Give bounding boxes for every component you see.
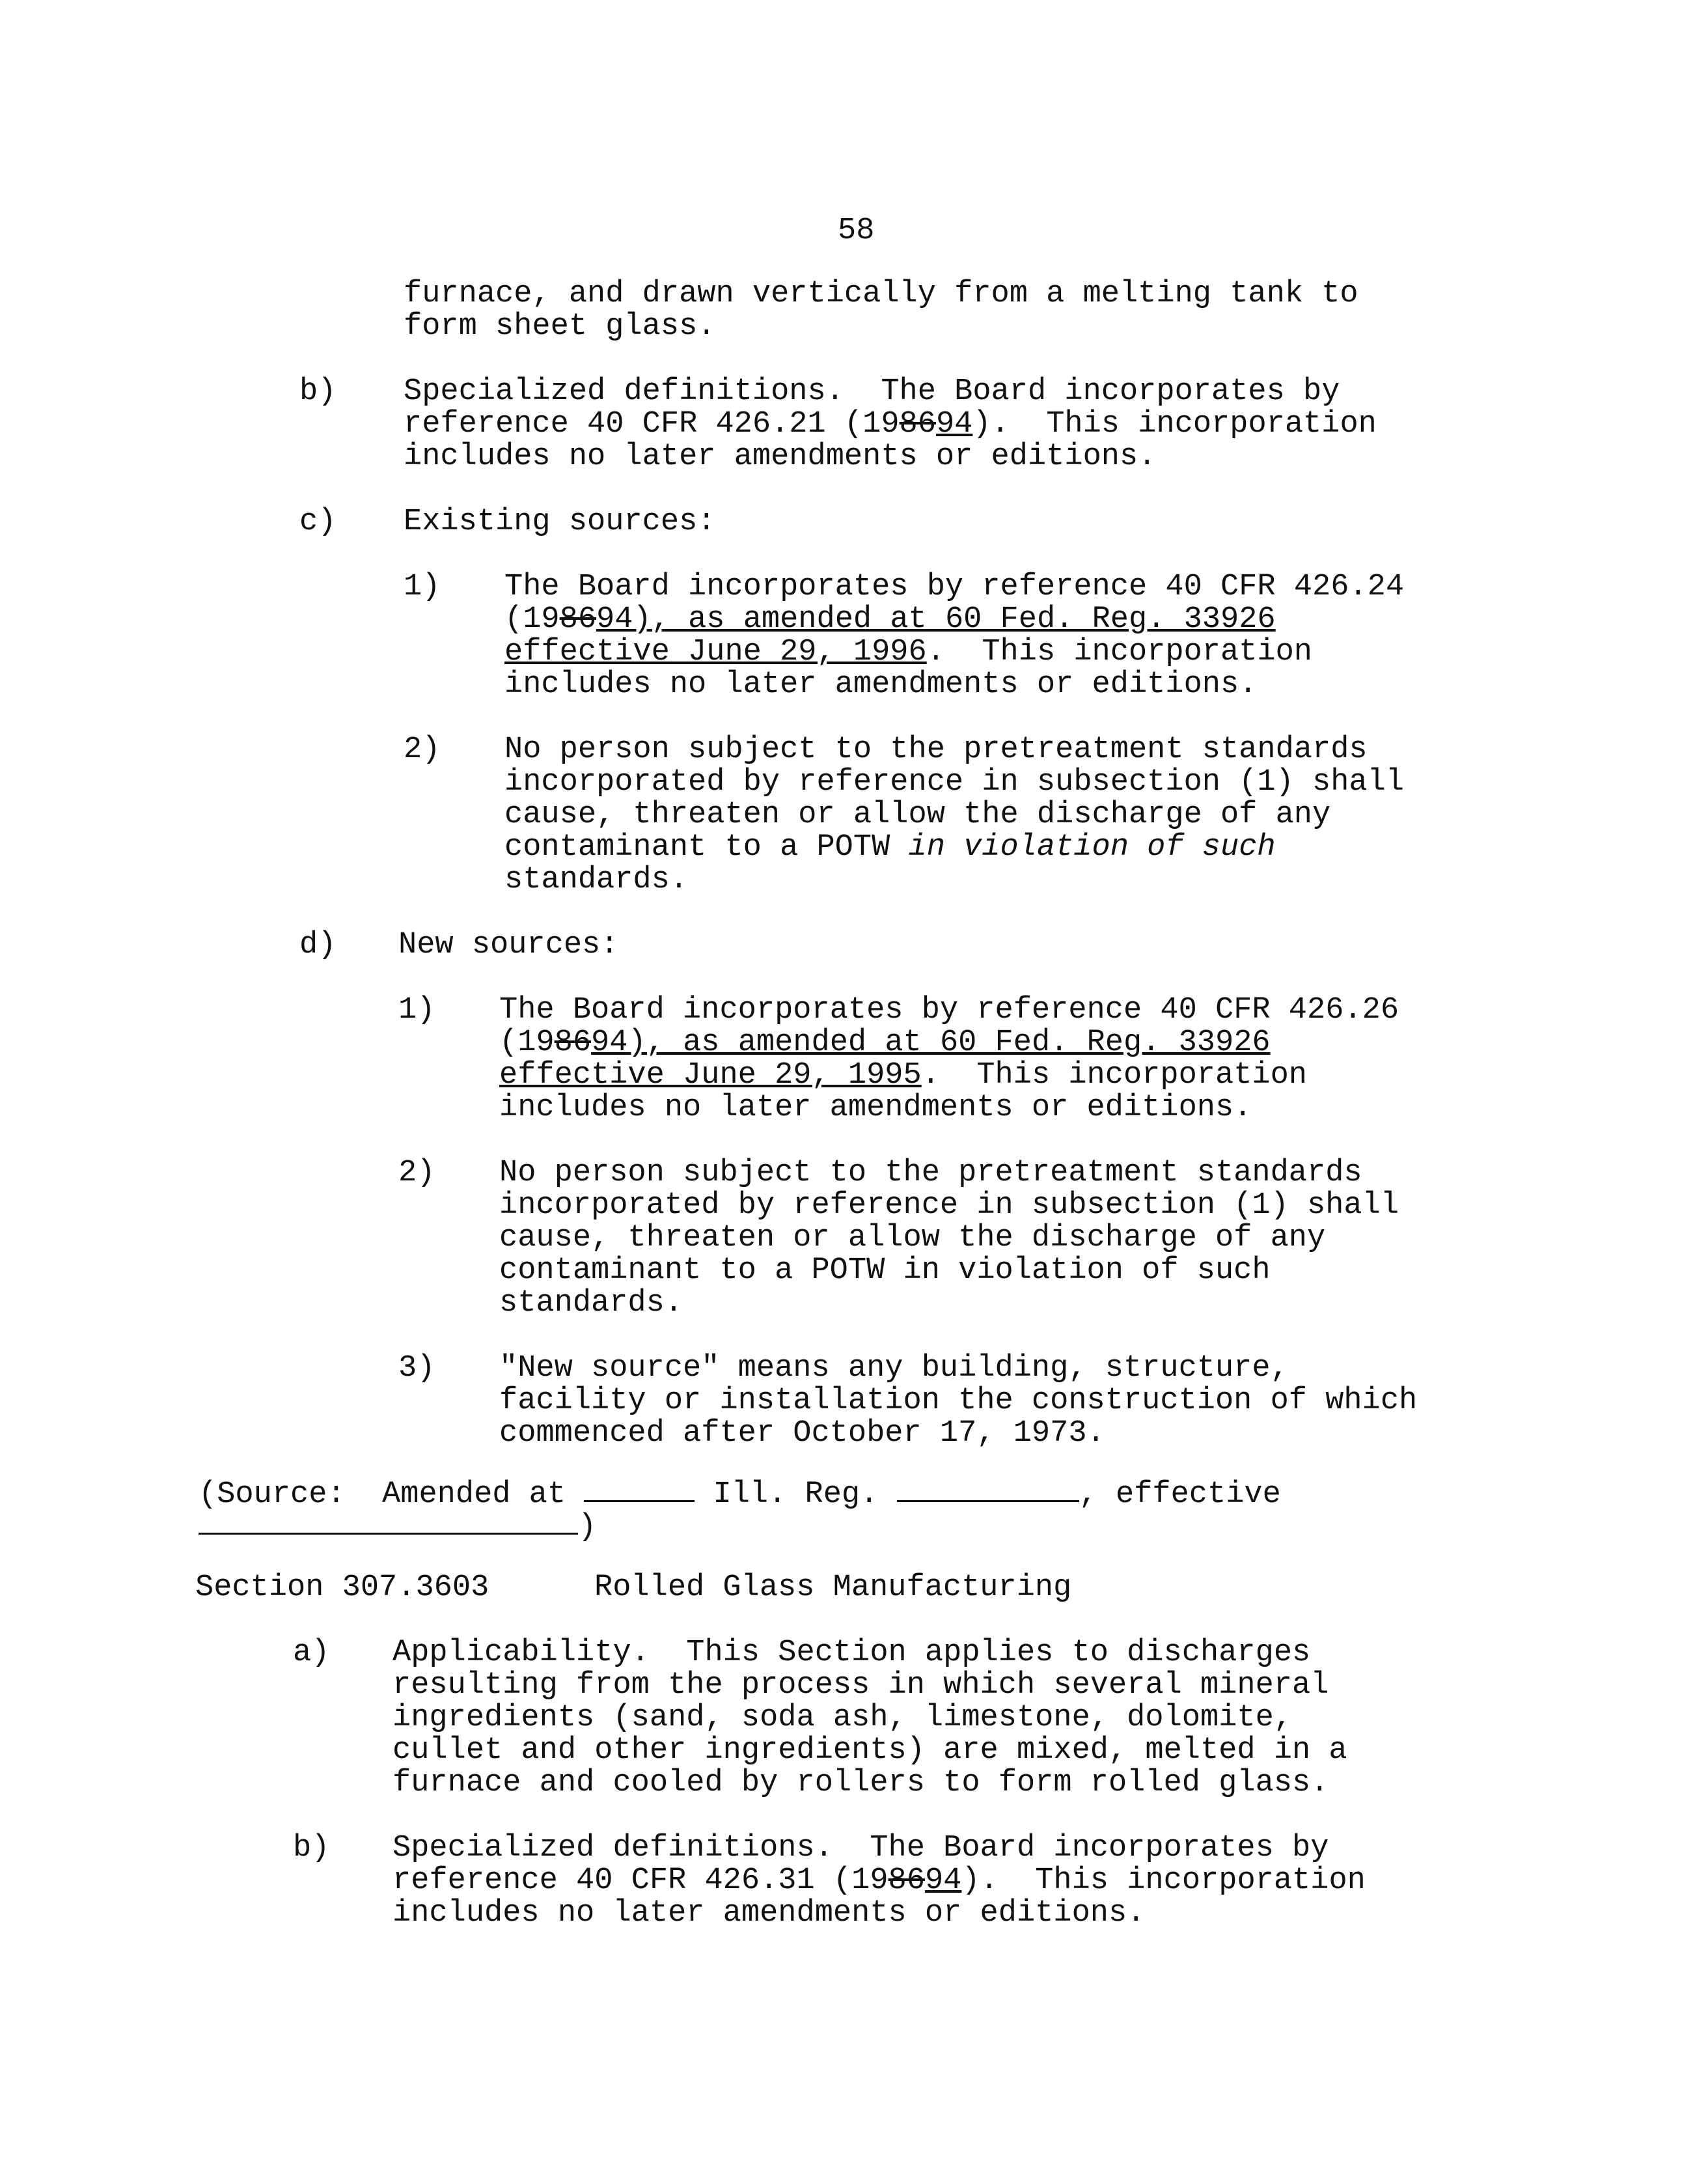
text-run: reference 40 CFR 426.31 (19: [393, 1863, 888, 1898]
paragraph-line: [393, 1865, 1366, 1897]
text-run: (19: [504, 602, 560, 637]
paragraph-line: [404, 408, 1377, 441]
item-label: b): [299, 374, 337, 409]
paragraph-line: [504, 604, 1276, 636]
inserted-text: 94: [935, 407, 973, 441]
paragraph-line: ingredients (sand, soda ash, limestone, dolomite,: [393, 1701, 1293, 1735]
text-run: (19: [499, 1025, 555, 1060]
paragraph-line: Specialized definitions. The Board incorporates by: [404, 374, 1340, 409]
item-label: 2): [398, 1156, 435, 1190]
paragraph-line: resulting from the process in which several mineral: [393, 1668, 1329, 1703]
item-label: 1): [404, 570, 441, 604]
text-run: ). This incorporation: [972, 407, 1377, 441]
paragraph-line: includes no later amendments or editions.: [504, 667, 1258, 702]
item-label: 2): [404, 732, 441, 767]
inserted-text: effective June 29, 1996: [504, 635, 927, 669]
paragraph-line: The Board incorporates by reference 40 CFR 426.26: [499, 993, 1399, 1027]
text-run: (Source: Amended at: [199, 1477, 585, 1512]
inserted-text: ), as amended at 60 Fed. Reg. 33926: [633, 602, 1276, 637]
deleted-text: 86: [554, 1025, 592, 1060]
paragraph-line: commenced after October 17, 1973.: [499, 1416, 1105, 1451]
paragraph-line: [504, 636, 1312, 669]
paragraph-line: [499, 1027, 1271, 1059]
paragraph-line: includes no later amendments or editions.: [393, 1896, 1146, 1930]
text-run: . This incorporation: [926, 635, 1313, 669]
paragraph-line: contaminant to a POTW in violation of such: [499, 1253, 1271, 1288]
blank-line: [199, 1507, 578, 1535]
page-number: 58: [838, 214, 875, 248]
paragraph-line: standards.: [499, 1286, 683, 1320]
text-run: ): [578, 1510, 597, 1544]
source-note: [199, 1474, 1281, 1511]
italic-text: in violation of such: [908, 830, 1276, 865]
blank-line: [584, 1474, 695, 1502]
text-run: , effective: [1079, 1477, 1281, 1512]
paragraph-line: [504, 831, 1276, 864]
paragraph-line: "New source" means any building, structure,: [499, 1351, 1289, 1386]
source-note-end: [199, 1507, 596, 1544]
paragraph-line: includes no later amendments or editions.: [499, 1091, 1252, 1125]
inserted-text: ), as amended at 60 Fed. Reg. 33926: [627, 1025, 1271, 1060]
item-label: a): [293, 1636, 330, 1670]
paragraph-line: Specialized definitions. The Board incorporates by: [393, 1831, 1329, 1865]
inserted-text: 94: [924, 1863, 962, 1898]
paragraph-line: incorporated by reference in subsection (1) shall: [504, 765, 1405, 800]
text-run: reference 40 CFR 426.21 (19: [404, 407, 900, 441]
item-label: 3): [398, 1351, 435, 1386]
text-run: . This incorporation: [921, 1058, 1308, 1093]
inserted-text: effective June 29, 1995: [499, 1058, 922, 1093]
text-run: Ill. Reg.: [695, 1477, 897, 1512]
paragraph-line: incorporated by reference in subsection (1) shall: [499, 1188, 1399, 1223]
paragraph-line: cullet and other ingredients) are mixed, melted in a: [393, 1733, 1347, 1768]
item-label: c): [299, 505, 337, 539]
deleted-text: 86: [888, 1863, 925, 1898]
paragraph-line: form sheet glass.: [404, 309, 716, 344]
inserted-text: 94: [596, 602, 633, 637]
deleted-text: 86: [559, 602, 597, 637]
paragraph-line: [499, 1059, 1307, 1092]
paragraph-line: furnace and cooled by rollers to form rolled glass.: [393, 1766, 1329, 1800]
item-label: d): [299, 928, 337, 962]
section-title: Rolled Glass Manufacturing: [594, 1570, 1072, 1605]
blank-line: [897, 1474, 1079, 1502]
paragraph-line: Applicability. This Section applies to discharges: [393, 1636, 1311, 1670]
paragraph-line: standards.: [504, 863, 689, 897]
item-label: b): [293, 1831, 330, 1865]
paragraph-line: cause, threaten or allow the discharge of any: [504, 798, 1331, 832]
paragraph-line: No person subject to the pretreatment standards: [499, 1156, 1362, 1190]
paragraph-line: No person subject to the pretreatment standards: [504, 732, 1368, 767]
inserted-text: 94: [591, 1025, 628, 1060]
subsection-heading: Existing sources:: [404, 505, 716, 539]
paragraph-line: cause, threaten or allow the discharge of any: [499, 1221, 1326, 1255]
paragraph-line: furnace, and drawn vertically from a melting tank to: [404, 277, 1358, 311]
paragraph-line: facility or installation the construction of which: [499, 1384, 1418, 1418]
subsection-heading: New sources:: [398, 928, 619, 962]
section-number: Section 307.3603: [195, 1570, 489, 1605]
paragraph-line: includes no later amendments or editions.: [404, 439, 1157, 474]
paragraph-line: The Board incorporates by reference 40 CFR 426.24: [504, 570, 1405, 604]
text-run: ). This incorporation: [961, 1863, 1366, 1898]
item-label: 1): [398, 993, 435, 1027]
text-run: contaminant to a POTW: [504, 830, 909, 865]
deleted-text: 86: [899, 407, 936, 441]
